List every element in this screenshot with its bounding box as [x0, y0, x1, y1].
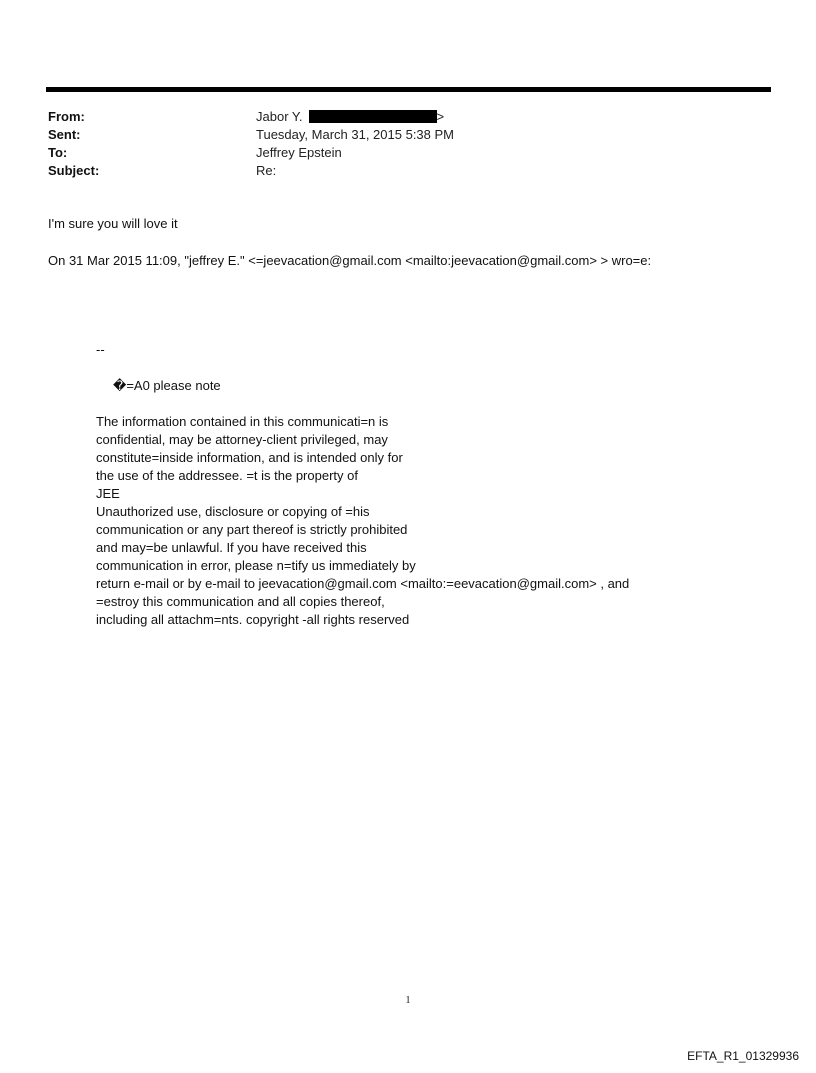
quote-intro: On 31 Mar 2015 11:09, "jeffrey E." <=jeevacation@gmail.com <mailto:jeevacation@gmail.com> > wro=e: [48, 253, 652, 268]
page-number: 1 [405, 995, 411, 1006]
disclaimer-line: return e-mail or by e-mail to jeevacation@gmail.com <mailto:=eevacation@gmail.com> , and [96, 576, 630, 591]
disclaimer-line: including all attachm=nts. copyright -all rights reserved [96, 612, 410, 627]
sent-label: Sent: [48, 127, 81, 142]
from-value [256, 108, 444, 126]
disclaimer-line: communication or any part thereof is strictly prohibited [96, 522, 408, 537]
subject-value: Re: [256, 163, 277, 178]
redaction-box [309, 110, 437, 123]
disclaimer-line: confidential, may be attorney-client privileged, may [96, 432, 388, 447]
header-divider [46, 87, 771, 92]
sent-value: Tuesday, March 31, 2015 5:38 PM [256, 127, 454, 142]
disclaimer-line: the use of the addressee. =t is the property of [96, 468, 358, 483]
disclaimer-line: The information contained in this communicati=n is [96, 414, 389, 429]
from-label: From: [48, 109, 85, 124]
disclaimer-line: =estroy this communication and all copies thereof, [96, 594, 385, 609]
reply-text: I'm sure you will love it [48, 216, 178, 231]
disclaimer-line: communication in error, please n=tify us immediately by [96, 558, 416, 573]
disclaimer-line: Unauthorized use, disclosure or copying of =his [96, 504, 370, 519]
note-line: �=A0 please note [113, 378, 221, 393]
signature-separator: -- [96, 342, 105, 357]
subject-label: Subject: [48, 163, 100, 178]
to-label: To: [48, 145, 68, 160]
to-value: Jeffrey Epstein [256, 145, 342, 160]
disclaimer-block [96, 413, 629, 629]
bates-number: EFTA_R1_01329936 [687, 1049, 799, 1063]
disclaimer-line: JEE [96, 486, 120, 501]
disclaimer-line: constitute=inside information, and is intended only for [96, 450, 403, 465]
from-name: Jabor Y. [256, 109, 303, 124]
from-suffix: > [436, 109, 445, 124]
disclaimer-line: and may=be unlawful. If you have received this [96, 540, 367, 555]
